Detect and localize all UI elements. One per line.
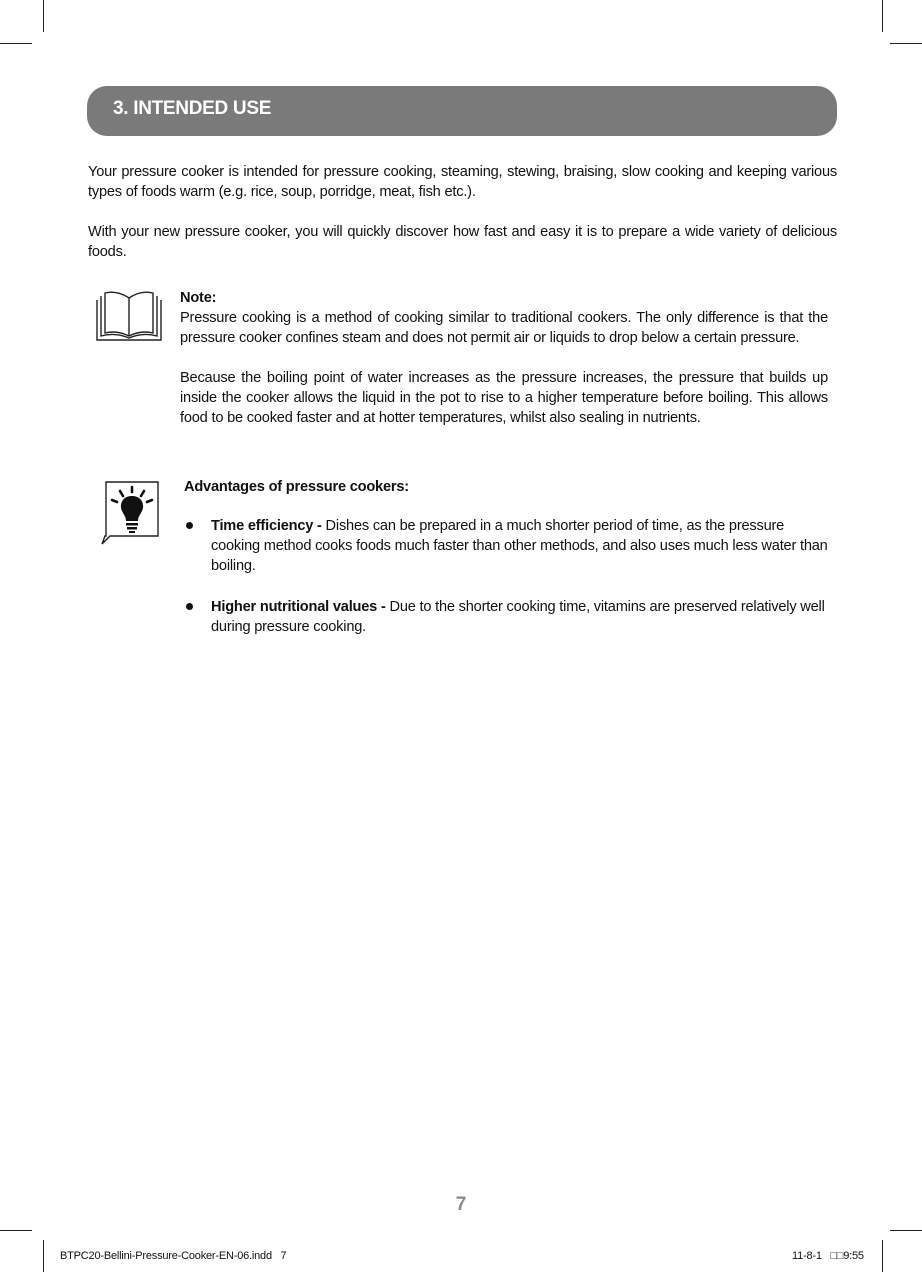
crop-mark — [890, 1230, 922, 1231]
lightbulb-icon — [100, 478, 164, 546]
advantage-term: Higher nutritional values - — [211, 599, 386, 615]
note-paragraph-1: Pressure cooking is a method of cooking similar to traditional cookers. The only difference is that the pressure cooker confines steam and does not permit air or liquids to drop below a certain pressure. — [180, 310, 828, 346]
note-block — [180, 288, 828, 428]
crop-mark — [43, 0, 44, 32]
note-paragraph-2: Because the boiling point of water increases as the pressure increases, the pressure that builds up inside the cooker allows the liquid in the pot to rise to a higher temperature before boiling. This allows food to be cooked faster and at hotter temperatures, whilst also sealing in nutrients. — [180, 370, 828, 426]
section-title: 3. INTENDED USE — [113, 98, 272, 119]
advantage-term: Time efficiency - — [211, 518, 322, 534]
note-label: Note: — [180, 290, 217, 306]
crop-mark — [0, 1230, 32, 1231]
footer-file-info: BTPC20-Bellini-Pressure-Cooker-EN-06.indd 7 — [60, 1250, 287, 1262]
footer-date: 11-8-1 □□9:55 — [792, 1250, 864, 1262]
crop-mark — [890, 43, 922, 44]
intro-paragraph-1: Your pressure cooker is intended for pressure cooking, steaming, stewing, braising, slow cooking and keeping various types of foods warm (e.g. rice, soup, porridge, meat, fish etc.). — [88, 164, 837, 200]
section-header — [87, 86, 837, 136]
advantages-title: Advantages of pressure cookers: — [184, 479, 409, 495]
advantage-item — [211, 516, 828, 576]
book-icon — [95, 290, 163, 342]
advantage-text: Dishes can be prepared in a much shorter period of time, as the pressure cooking method cooks foods much faster than other methods, and also uses much less water than boiling. — [211, 518, 828, 574]
advantage-item — [211, 597, 828, 637]
bullet-icon — [186, 603, 193, 610]
intro-paragraph-2: With your new pressure cooker, you will quickly discover how fast and easy it is to prepare a wide variety of delicious foods. — [88, 224, 837, 260]
crop-mark — [882, 1240, 883, 1272]
crop-mark — [43, 1240, 44, 1272]
page-number: 7 — [455, 1194, 467, 1215]
crop-mark — [882, 0, 883, 32]
crop-mark — [0, 43, 32, 44]
bullet-icon — [186, 522, 193, 529]
advantage-text: Due to the shorter cooking time, vitamins are preserved relatively well during pressure cooking. — [211, 599, 825, 635]
